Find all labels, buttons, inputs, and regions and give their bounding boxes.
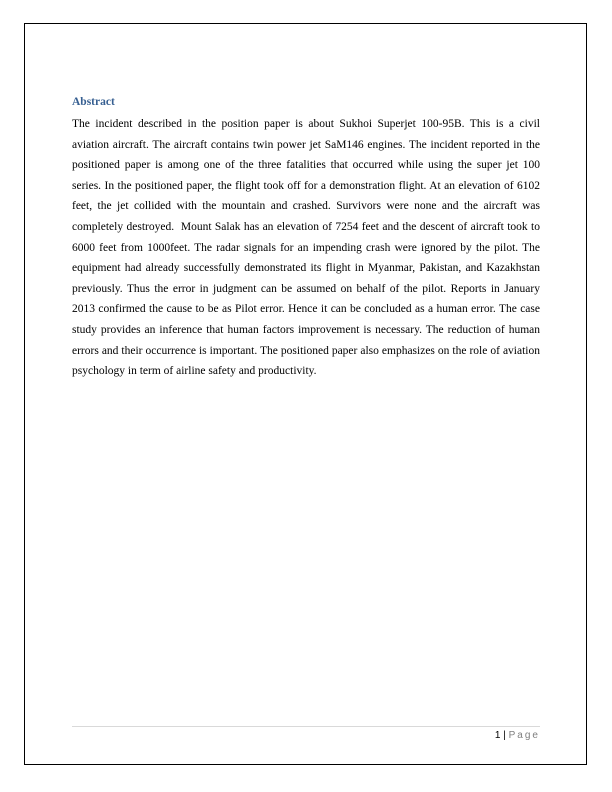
page-number: 1 xyxy=(494,730,501,741)
footer-separator: | xyxy=(503,730,506,741)
document-body xyxy=(72,95,543,382)
abstract-heading: Abstract xyxy=(72,96,115,108)
page-footer xyxy=(495,729,540,743)
abstract-paragraph: The incident described in the position paper is about Sukhoi Superjet 100-95B. This is a civil aviation aircraft. The aircraft contains twin power jet SaM146 engines. The incident reported in the positioned paper is among one of the three fatalities that occurred while using the super jet 100 series. In the positioned paper, the flight took off for a demonstration flight. At an elevation of 6102 feet, the jet collided with the mountain and crashed. Survivors were none and the aircraft was completely destroyed. Mount Salak has an elevation of 7254 feet and the descent of aircraft took to 6000 feet from 1000feet. The radar signals for an impending crash were ignored by the pilot. The equipment had already successfully demonstrated its flight in Myanmar, Pakistan, and Kazakhstan previously. Thus the error in judgment can be assumed on behalf of the pilot. Reports in January 2013 confirmed the cause to be as Pilot error. Hence it can be concluded as a human error. The case study provides an inference that human factors improvement is necessary. The reduction of human errors and their occurrence is important. The positioned paper also emphasizes on the role of aviation psychology in term of airline safety and productivity. xyxy=(72,118,543,378)
page-label: Page xyxy=(508,730,540,741)
footer-divider xyxy=(72,726,540,727)
